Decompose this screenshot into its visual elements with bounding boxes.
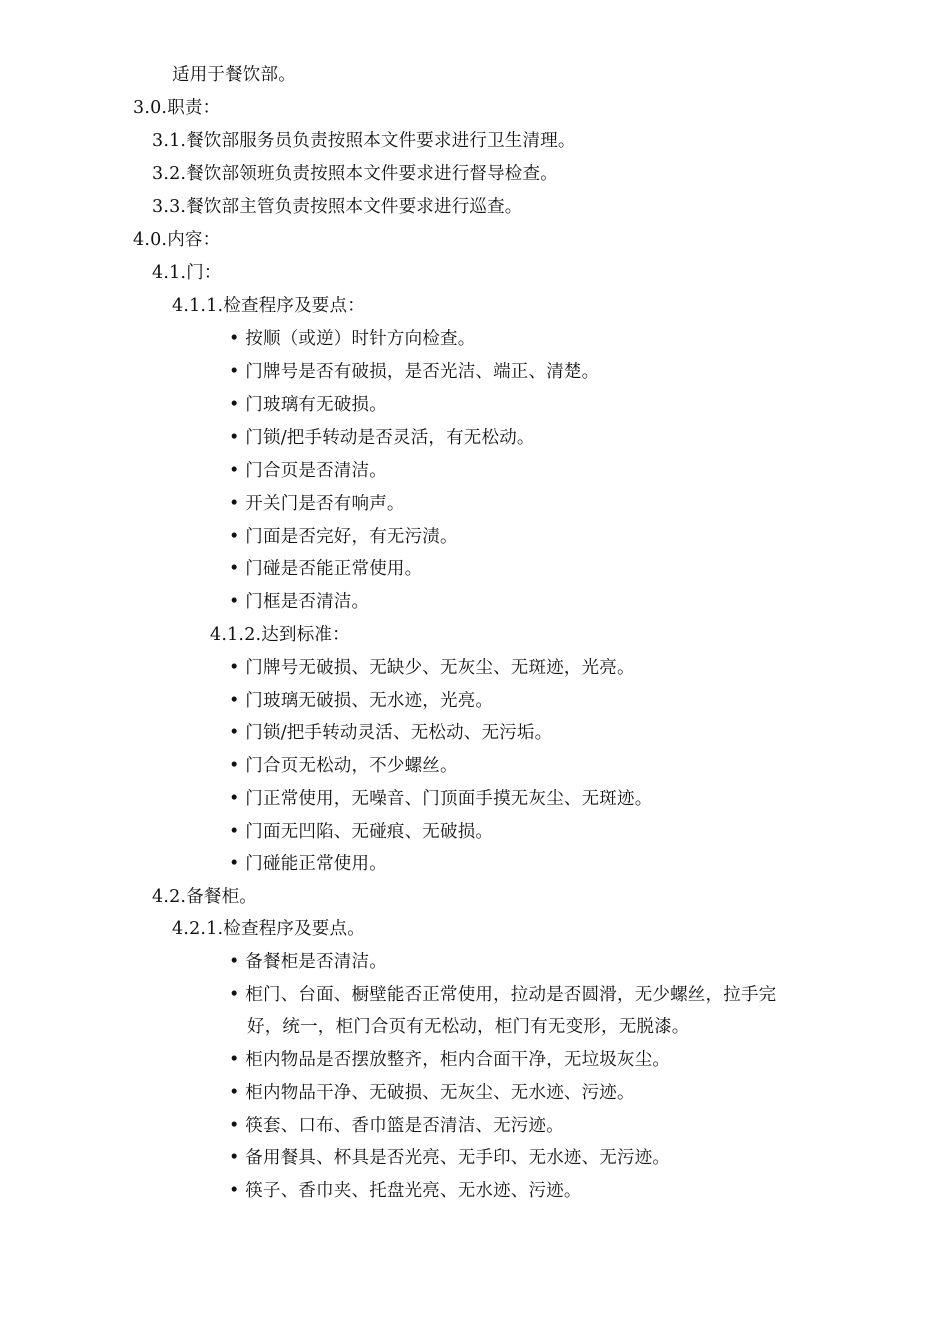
- subsection-heading-sideboard: 4.2.备餐柜。: [152, 887, 257, 907]
- responsibility-item: 3.1.餐饮部服务员负责按照本文件要求进行卫生清理。: [152, 131, 576, 151]
- list-item: • 门正常使用，无噪音、门顶面手摸无灰尘、无斑迹。: [229, 788, 652, 810]
- subsection-heading-door-standards: 4.1.2.达到标准：: [210, 625, 350, 645]
- list-item: • 筷子、香巾夹、托盘光亮、无水迹、污迹。: [229, 1180, 582, 1202]
- section-heading-content: 4.0.内容：: [133, 230, 221, 250]
- list-item: • 开关门是否有响声。: [229, 493, 405, 515]
- scope-text: 适用于餐饮部。: [172, 65, 296, 85]
- list-item: • 门合页是否清洁。: [229, 460, 387, 482]
- subsection-heading-door-inspection: 4.1.1.检查程序及要点：: [172, 296, 365, 316]
- list-item: • 柜内物品是否摆放整齐，柜内合面干净，无垃圾灰尘。: [229, 1049, 670, 1071]
- section-heading-responsibilities: 3.0.职责：: [133, 98, 221, 118]
- list-item: • 门牌号无破损、无缺少、无灰尘、无斑迹，光亮。: [229, 657, 635, 679]
- list-item: • 备用餐具、杯具是否光亮、无手印、无水迹、无污迹。: [229, 1147, 670, 1169]
- list-item: • 门合页无松动，不少螺丝。: [229, 755, 458, 777]
- list-item: • 柜内物品干净、无破损、无灰尘、无水迹、污迹。: [229, 1082, 635, 1104]
- list-item: • 门锁/把手转动是否灵活，有无松动。: [229, 427, 535, 449]
- list-item: • 门框是否清洁。: [229, 591, 369, 613]
- list-item-continuation: 好，统一，柜门合页有无松动，柜门有无变形，无脱漆。: [247, 1017, 690, 1037]
- list-item: • 备餐柜是否清洁。: [229, 951, 387, 973]
- list-item: • 门碰能正常使用。: [229, 853, 387, 875]
- list-item: • 门玻璃有无破损。: [229, 394, 387, 416]
- responsibility-item: 3.3.餐饮部主管负责按照本文件要求进行巡查。: [152, 197, 523, 217]
- list-item: • 门碰是否能正常使用。: [229, 558, 422, 580]
- list-item: • 筷套、口布、香巾篮是否清洁、无污迹。: [229, 1115, 564, 1137]
- list-item: • 柜门、台面、橱壁能否正常使用，拉动是否圆滑，无少螺丝，拉手完: [229, 984, 776, 1006]
- list-item: • 门玻璃无破损、无水迹，光亮。: [229, 690, 493, 712]
- list-item: • 门面无凹陷、无碰痕、无破损。: [229, 821, 493, 843]
- subsection-heading-sideboard-inspection: 4.2.1.检查程序及要点。: [172, 919, 365, 939]
- list-item: • 门面是否完好，有无污渍。: [229, 526, 458, 548]
- subsection-heading-door: 4.1.门：: [152, 263, 222, 283]
- list-item: • 门牌号是否有破损，是否光洁、端正、清楚。: [229, 361, 599, 383]
- responsibility-item: 3.2.餐饮部领班负责按照本文件要求进行督导检查。: [152, 164, 558, 184]
- list-item: • 门锁/把手转动灵活、无松动、无污垢。: [229, 722, 552, 744]
- list-item: • 按顺（或逆）时针方向检查。: [229, 328, 475, 350]
